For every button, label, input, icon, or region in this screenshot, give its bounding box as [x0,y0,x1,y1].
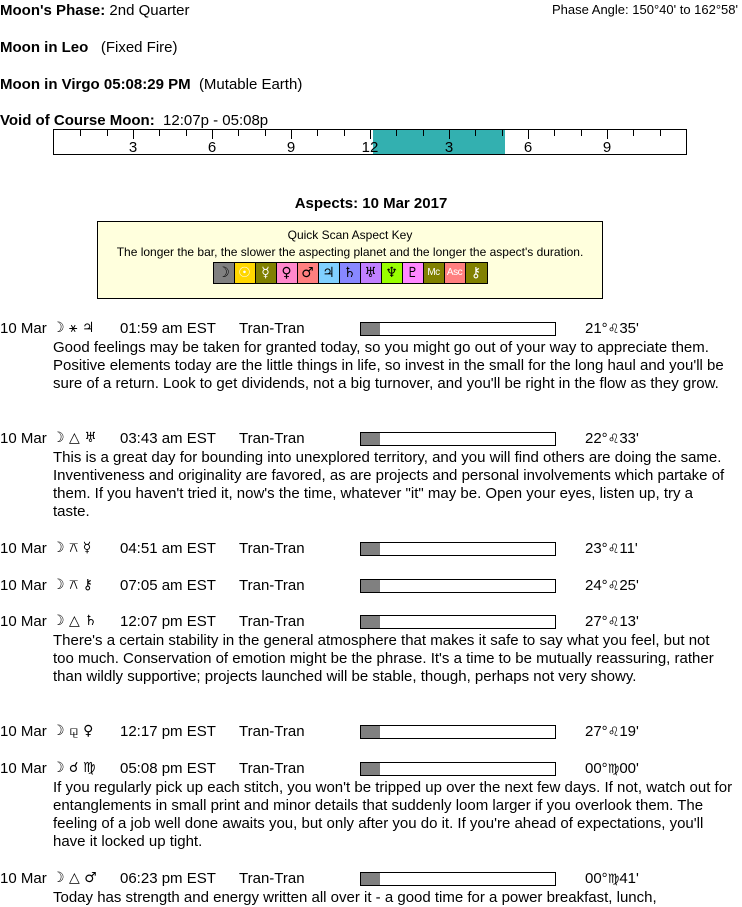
aspect-duration-bar [360,579,556,593]
aspect-key-box [97,221,603,299]
voc-label: Void of Course Moon: [0,112,155,129]
aspect-degree: 27° [585,723,608,740]
timeline-tick [396,130,397,136]
mercury-icon: ☿ [256,263,277,283]
aspect-minutes: 19' [619,723,639,740]
timeline-tick [291,130,292,139]
aspect-duration-bar [360,542,556,556]
void-of-course [0,112,268,129]
midheaven-icon: Mc [424,263,445,283]
aspect-entry [0,320,742,393]
pluto-icon: ♇ [403,263,424,283]
aspect-entry [0,430,742,521]
moons-phase-value: 2nd Quarter [109,2,190,19]
aspect-minutes: 13' [619,613,639,630]
timeline-tick [449,130,450,139]
aspect-duration-fill [361,323,380,335]
zodiac-sign-icon: ♌ [607,432,620,447]
aspect-row [0,760,742,779]
aspect-glyphs: ☽ ⚻ ☿ [52,540,92,556]
aspect-row [0,320,742,339]
aspect-entry [0,613,742,686]
aspect-minutes: 35' [619,320,639,337]
aspect-type: Tran-Tran [239,320,305,337]
venus-icon: ♀ [277,263,298,283]
jupiter-icon: ♃ [319,263,340,283]
aspect-degree: 22° [585,430,608,447]
aspect-duration-fill [361,580,380,592]
aspect-glyphs: ☽ ⚹ ♃ [52,320,95,336]
aspect-degree: 21° [585,320,608,337]
aspect-date: 10 Mar [0,870,47,887]
mars-icon: ♂ [298,263,319,283]
aspect-entry [0,760,742,851]
aspect-interpretation: This is a great day for bounding into unexplored territory, and you will find others are doing the same. Inventiveness and originality are favored, as are projects and personal involvements which partake of them. If you haven't tried it, now's the time, whatever "it" may be. Open your eyes, listen up, try a taste. [53,449,725,520]
aspect-glyphs: ☽ ⚻ ⚷ [52,577,94,593]
aspect-duration-fill [361,873,380,885]
timeline-tick-label: 12 [361,139,379,156]
aspect-duration-bar [360,872,556,886]
zodiac-sign-icon: ♌ [607,322,620,337]
phase-angle [552,2,738,17]
timeline-tick [212,130,213,139]
void-of-course-timeline [53,129,687,155]
timeline-tick-label: 9 [286,139,296,156]
aspect-row [0,577,742,596]
timeline-tick [265,130,266,136]
aspect-type: Tran-Tran [239,870,305,887]
aspect-time: 12:17 pm EST [120,723,216,740]
timeline-tick [159,130,160,136]
aspect-position [585,320,639,337]
aspect-time: 04:51 am EST [120,540,216,557]
saturn-icon: ♄ [340,263,361,283]
aspect-glyphs: ☽ △ ♄ [52,613,97,629]
timeline-tick [607,130,608,139]
timeline-tick [80,130,81,136]
timeline-tick-label: 3 [444,139,454,156]
timeline-tick [581,130,582,136]
timeline-tick [238,130,239,136]
aspect-type: Tran-Tran [239,577,305,594]
aspect-interpretation: Today has strength and energy written all over it - a good time for a power breakfast, lunch, [53,889,657,906]
chiron-icon: ⚷ [466,263,487,283]
aspect-degree: 27° [585,613,608,630]
aspect-glyphs: ☽ △ ♅ [52,430,97,446]
aspect-type: Tran-Tran [239,540,305,557]
aspect-entry [0,870,742,907]
aspect-date: 10 Mar [0,760,47,777]
moons-phase [0,2,189,19]
timeline-tick-label: 6 [523,139,533,156]
aspect-minutes: 25' [619,577,639,594]
aspects-title: Aspects: 10 Mar 2017 [294,195,448,212]
timeline-tick [133,130,134,139]
aspect-entry [0,540,742,559]
aspect-time: 12:07 pm EST [120,613,216,630]
moon-sign [0,39,178,56]
aspect-minutes: 00' [619,760,639,777]
sun-icon: ☉ [235,263,256,283]
ascendant-icon: Asc [445,263,466,283]
aspect-time: 01:59 am EST [120,320,216,337]
aspect-position [585,760,639,777]
zodiac-sign-icon: ♌ [607,615,620,630]
aspect-row [0,613,742,632]
aspect-time: 06:23 pm EST [120,870,216,887]
aspect-position [585,870,639,887]
moon-ingress-label: Moon in Virgo 05:08:29 PM [0,76,191,93]
zodiac-sign-icon: ♌ [607,542,620,557]
zodiac-sign-icon: ♌ [607,579,620,594]
moon-ingress-quality: (Mutable Earth) [198,76,303,93]
zodiac-sign-icon: ♍ [607,762,620,777]
aspect-row [0,870,742,889]
moon-sign-quality: (Fixed Fire) [100,39,178,56]
aspect-type: Tran-Tran [239,430,305,447]
zodiac-sign-icon: ♍ [607,872,620,887]
neptune-icon: ♆ [382,263,403,283]
planet-color-key [213,262,488,284]
aspect-key-title: Quick Scan Aspect Key [287,228,413,242]
aspect-entry [0,723,742,742]
aspect-degree: 24° [585,577,608,594]
aspect-date: 10 Mar [0,577,47,594]
aspect-position [585,613,639,630]
timeline-tick-label: 6 [207,139,217,156]
aspect-duration-bar [360,322,556,336]
aspect-duration-fill [361,726,380,738]
phase-angle-value: 150°40' to 162°58' [632,2,738,17]
timeline-tick [107,130,108,136]
aspect-glyphs: ☽ ☌ ♍ [52,760,96,776]
zodiac-sign-icon: ♌ [607,725,620,740]
aspect-duration-bar [360,762,556,776]
aspect-time: 07:05 am EST [120,577,216,594]
timeline-tick [554,130,555,136]
aspect-interpretation: If you regularly pick up each stitch, you won't be tripped up over the next few days. If not, watch out for entanglements in small print and minor details that suddenly loom larger if you overlook them. The feeling of a job well done awaits you, but only after you do it. If you're ahead of expectations, you'll have it locked up tight. [53,779,733,850]
aspect-interpretation: Good feelings may be taken for granted today, so you might go out of your way to appreciate them. Positive elements today are the little things in life, so invest in the small for the long haul and you'll be sure of a return. Look to get dividends, not a big turnover, and you'll be right in the flow as they grow. [53,339,724,392]
aspect-key-description: The longer the bar, the slower the aspecting planet and the longer the aspect's duration. [116,245,584,259]
uranus-icon: ♅ [361,263,382,283]
aspect-date: 10 Mar [0,613,47,630]
aspect-time: 05:08 pm EST [120,760,216,777]
aspect-minutes: 41' [619,870,639,887]
aspect-interpretation: There's a certain stability in the general atmosphere that makes it safe to say what you feel, but not too much. Conservation of emotion might be the phrase. It's a time to be mutually reassuring, rather than wildly supportive; projects launched will be stable, though, perhaps not very showy. [53,632,714,685]
aspect-row [0,430,742,449]
aspect-duration-bar [360,615,556,629]
aspect-date: 10 Mar [0,723,47,740]
aspect-glyphs: ☽ ⚼ ♀ [52,723,94,739]
aspect-duration-bar [360,432,556,446]
aspect-position [585,430,639,447]
aspect-duration-fill [361,543,380,555]
moons-phase-label: Moon's Phase: [0,2,106,19]
timeline-tick-label: 9 [602,139,612,156]
aspect-row [0,540,742,559]
aspect-entry [0,577,742,596]
timeline-tick-label: 3 [128,139,138,156]
aspect-date: 10 Mar [0,430,47,447]
aspect-minutes: 33' [619,430,639,447]
timeline-tick [633,130,634,136]
aspect-row [0,723,742,742]
aspect-type: Tran-Tran [239,723,305,740]
aspect-position [585,577,639,594]
aspect-date: 10 Mar [0,320,47,337]
voc-value: 12:07p - 05:08p [163,112,269,129]
aspect-position [585,540,638,557]
aspect-glyphs: ☽ △ ♂ [52,870,97,886]
timeline-tick [317,130,318,136]
moon-ingress [0,76,302,93]
timeline-tick [370,130,371,139]
aspect-degree: 00° [585,870,608,887]
aspect-duration-fill [361,433,380,445]
aspect-minutes: 11' [619,540,638,557]
aspect-duration-fill [361,763,380,775]
void-of-course-highlight [373,130,505,154]
aspect-date: 10 Mar [0,540,47,557]
timeline-tick [186,130,187,136]
aspect-time: 03:43 am EST [120,430,216,447]
timeline-tick [660,130,661,136]
timeline-tick [502,130,503,136]
aspect-duration-fill [361,616,380,628]
aspect-degree: 23° [585,540,608,557]
moon-sign-label: Moon in Leo [0,39,89,56]
aspect-type: Tran-Tran [239,613,305,630]
aspect-degree: 00° [585,760,608,777]
timeline-tick [528,130,529,139]
timeline-tick [475,130,476,136]
moon-icon: ☽ [214,263,235,283]
aspect-position [585,723,639,740]
timeline-tick [344,130,345,136]
aspect-type: Tran-Tran [239,760,305,777]
aspect-duration-bar [360,725,556,739]
timeline-tick [423,130,424,136]
phase-angle-label: Phase Angle: [552,2,629,17]
